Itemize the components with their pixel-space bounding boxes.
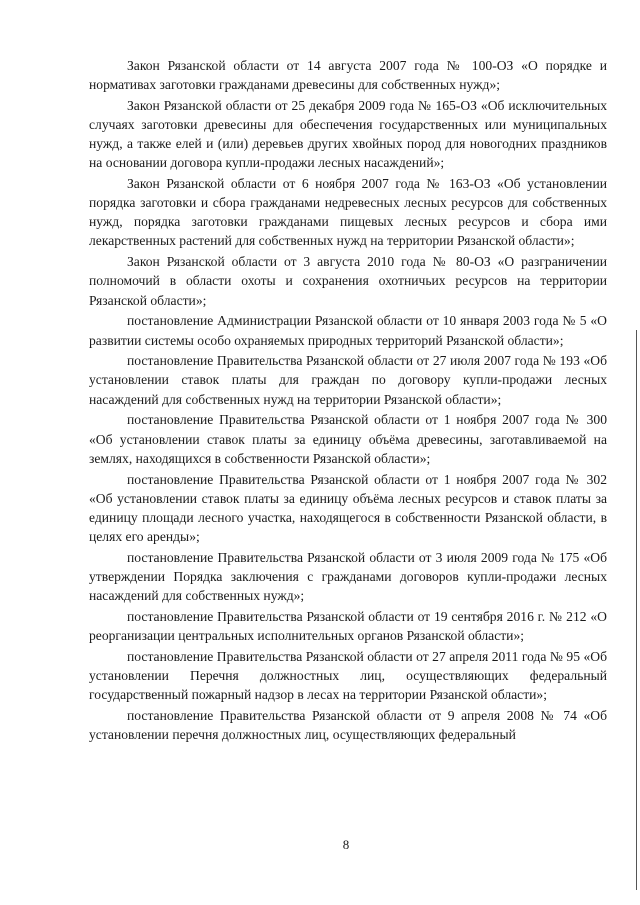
paragraph-resolution-74: постановление Правительства Рязанской области от 9 апреля 2008 № 74 «Об установлении перечня должностных лиц, осуществляющих федеральный	[89, 707, 607, 742]
paragraph-law-100-oz: Закон Рязанской области от 14 августа 2007 года № 100-ОЗ «О порядке и нормативах заготовки гражданами древесины для собственных нужд»;	[89, 58, 607, 93]
paragraph-resolution-302: постановление Правительства Рязанской области от 1 ноября 2007 года № 302 «Об установлении ставок платы за единицу объёма лесных ресурсов и ставок платы за единицу площади лесного участка, находящегося в собственности Рязанской области, в целях его аренды»;	[89, 471, 607, 544]
paragraph-law-165-oz: Закон Рязанской области от 25 декабря 2009 года № 165-ОЗ «Об исключительных случаях заготовки древесины для обеспечения государственных или муниципальных нужд, а также елей и (или) деревьев других хвойных пород для новогодних праздников на основании договора купли-продажи лесных насаждений»;	[89, 97, 607, 171]
paragraph-resolution-95: постановление Правительства Рязанской области от 27 апреля 2011 года № 95 «Об установлении Перечня должностных лиц, осуществляющих федеральный государственный пожарный надзор в лесах на территории Рязанской области»;	[89, 648, 607, 702]
paragraph-law-80-oz: Закон Рязанской области от 3 августа 2010 года № 80-ОЗ «О разграничении полномочий в области охоты и сохранения охотничьих ресурсов на территории Рязанской области»;	[89, 254, 607, 308]
paragraph-resolution-175: постановление Правительства Рязанской области от 3 июля 2009 года № 175 «Об утверждении Порядка заключения с гражданами договоров купли-продажи лесных насаждений для собственных нужд»;	[89, 549, 607, 603]
scan-edge-line	[636, 330, 637, 890]
paragraph-resolution-212: постановление Правительства Рязанской области от 19 сентября 2016 г. № 212 «О реорганизации центральных исполнительных органов Рязанской области»;	[89, 608, 607, 643]
page-number: 8	[342, 837, 350, 852]
paragraph-resolution-300: постановление Правительства Рязанской области от 1 ноября 2007 года № 300 «Об установлении ставок платы за единицу объёма древесины, заготавливаемой на землях, находящихся в собственности Рязанской области»;	[89, 412, 607, 466]
paragraph-resolution-193: постановление Правительства Рязанской области от 27 июля 2007 года № 193 «Об установлении ставок платы для граждан по договору купли-продажи лесных насаждений для собственных нужд на территории Рязанской области»;	[89, 353, 607, 407]
paragraph-law-163-oz: Закон Рязанской области от 6 ноября 2007 года № 163-ОЗ «Об установлении порядка заготовки и сбора гражданами недревесных лесных ресурсов для собственных нужд, порядка заготовки гражданами пищевых лесных ресурсов и сбора ими лекарственных растений для собственных нужд на территории Рязанской области»;	[89, 176, 607, 249]
paragraph-resolution-5: постановление Администрации Рязанской области от 10 января 2003 года № 5 «О развитии системы особо охраняемых природных территорий Рязанской области»;	[89, 313, 607, 348]
document-body	[89, 56, 607, 746]
